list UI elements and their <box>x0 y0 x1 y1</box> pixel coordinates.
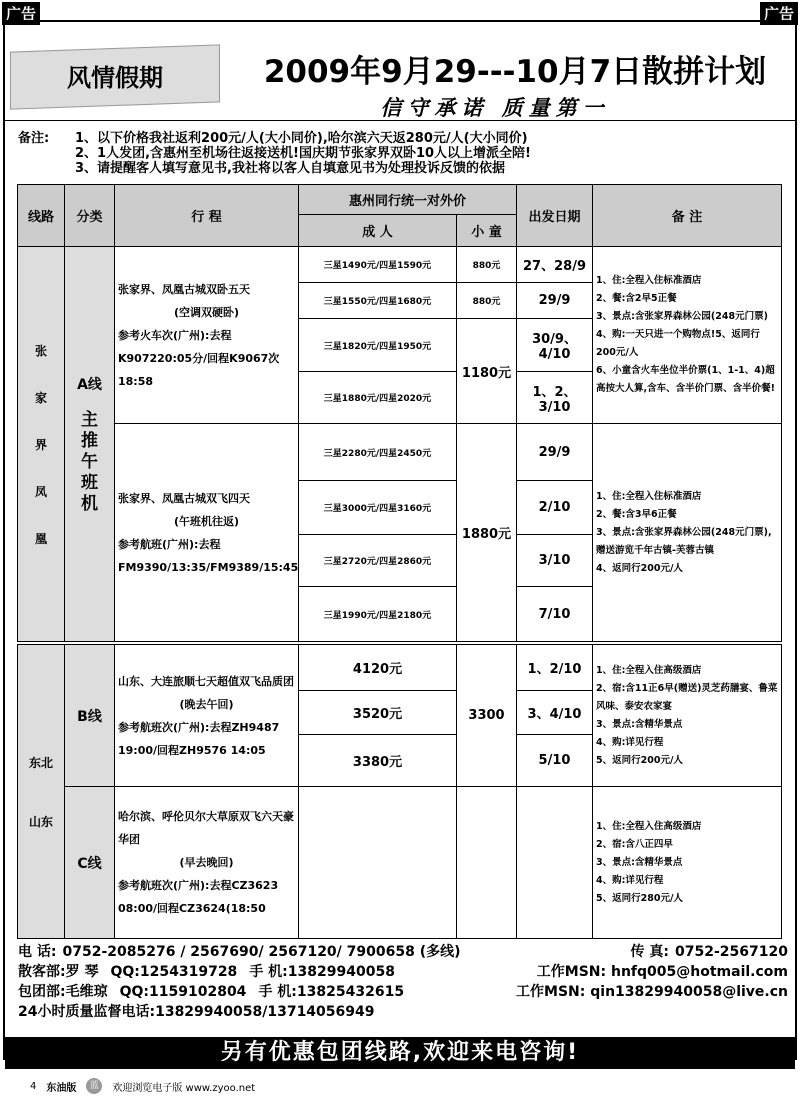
depart-date: 3、4/10 <box>517 691 593 735</box>
depart-date: 5/10 <box>517 735 593 787</box>
price-child: 880元 <box>457 247 517 283</box>
price-adult: 三星2720元/四星2860元 <box>299 535 457 587</box>
price-child-merged: 1180元 <box>457 319 517 424</box>
remark-item: 1、住:全程入住标准酒店 <box>596 275 702 286</box>
route-subtitle: (空调双硬卧) <box>173 305 240 319</box>
route-reference: 参考航班次(广州):去程ZH9487 19:00/回程ZH9576 14:05 <box>118 720 280 757</box>
depart-date: 1、2、3/10 <box>517 372 593 424</box>
route-title: 张家界、凤凰古城双飞四天 <box>118 491 250 505</box>
price-adult: 3520元 <box>299 691 457 735</box>
note-item: 3、请提醒客人填写意见书,我社将以客人自填意见书为处理投诉反馈的依据 <box>75 161 505 176</box>
brand-logo <box>10 44 220 109</box>
remark-item: 5、返同行200元/人 <box>596 754 683 766</box>
price-adult: 4120元 <box>299 645 457 691</box>
notes-block <box>18 131 531 176</box>
remark-item: 3、景点:含张家界森林公园(248元门票) <box>596 311 768 322</box>
line-a-label: A线 <box>77 376 102 393</box>
depart-date: 29/9 <box>517 283 593 319</box>
route-shandong-dalian <box>115 645 299 787</box>
remark-item: 3、景点:含精华景点 <box>596 718 683 730</box>
retail-qq: QQ:1254319728 <box>110 964 238 980</box>
remarks-zjj-flight <box>593 424 782 642</box>
remark-item: 2、餐:含3早6正餐 <box>596 508 677 520</box>
route-subtitle: (早去晚回) <box>179 856 234 869</box>
remark-item: 2、宿:含11正6早(赠送)灵芝药膳宴、鲁菜风味、泰安农家宴 <box>596 682 778 712</box>
remarks-shandong-dalian <box>593 645 782 787</box>
brand-text: 风情假期 <box>67 64 163 92</box>
line-a-sub: 机 <box>81 493 98 514</box>
line-c-label: C线 <box>65 787 115 939</box>
remark-item: 4、购:一天只进一个购物点!5、返同行200元/人 <box>596 329 760 358</box>
price-adult: 3380元 <box>299 735 457 787</box>
header-adult: 成 人 <box>299 215 457 247</box>
price-adult: 三星1550元/四星1680元 <box>299 283 457 319</box>
quality-hotline: 24小时质量监督电话:13829940058/13714056949 <box>18 1004 375 1020</box>
retail-mobile: 手 机:13829940058 <box>249 964 395 980</box>
depart-date: 27、28/9 <box>517 247 593 283</box>
line-a-sub: 午 <box>81 451 98 472</box>
corner-tag-left: 广告 <box>2 2 40 25</box>
note-item: 1、以下价格我社返利200元/人(大小同价),哈尔滨六天返280元/人(大小同价) <box>75 131 528 146</box>
remarks-zjj-train <box>593 247 782 424</box>
header-category: 分类 <box>65 185 115 247</box>
corner-tag-right: 广告 <box>760 2 798 25</box>
header-remarks: 备 注 <box>593 185 782 247</box>
remark-item: 4、购:详见行程 <box>596 736 664 748</box>
remark-item: 3、景点:含精华景点 <box>596 856 683 868</box>
page-number: 4 <box>30 1080 37 1092</box>
price-adult: 三星1490元/四星1590元 <box>299 247 457 283</box>
page-title: 2009年9月29---10月7日散拼计划 <box>263 54 767 90</box>
zjj-table <box>17 184 782 642</box>
website-link[interactable]: 欢迎浏览电子版 www.zyoo.net <box>112 1082 256 1094</box>
region-char: 凰 <box>34 531 47 546</box>
remark-item: 3、景点:含张家界森林公园(248元门票),赠送游览千年古镇-芙蓉古镇 <box>596 526 772 556</box>
region-zhangjiajie <box>18 247 65 642</box>
contact-block <box>18 942 788 1022</box>
retail-contact: 散客部:罗 琴 <box>18 964 99 980</box>
depart-date-empty <box>517 787 593 939</box>
route-zjj-train <box>115 247 299 424</box>
region-label: 山东 <box>28 814 53 829</box>
group-msn: 工作MSN: qin13829940058@live.cn <box>516 984 788 1000</box>
region-char: 张 <box>34 343 47 358</box>
route-reference: 参考航班(广州):去程FM9390/13:35/FM9389/15:45 <box>118 537 299 574</box>
slogan: 信守承诺 质量第一 <box>380 96 610 120</box>
route-reference: 参考火车次(广州):去程K907220:05分/回程K9067次18:58 <box>118 328 280 388</box>
remarks-harbin-hulunbuir <box>593 787 782 939</box>
price-adult-empty <box>299 787 457 939</box>
line-a-cell <box>65 247 115 642</box>
route-subtitle: (晚去午回) <box>179 697 234 711</box>
depart-date: 3/10 <box>517 535 593 587</box>
phone-numbers: 0752-2085276 / 2567690/ 2567120/ 7900658 (多线) <box>62 944 461 960</box>
price-child-merged: 1880元 <box>457 424 517 642</box>
route-harbin-hulunbuir <box>115 787 299 939</box>
db-table <box>17 644 782 939</box>
depart-date: 2/10 <box>517 481 593 535</box>
edition-badge-icon: 蓝 <box>86 1078 102 1094</box>
edition-label: 东油版 <box>46 1082 77 1094</box>
line-b-label: B线 <box>65 645 115 787</box>
region-char: 家 <box>34 390 47 405</box>
promo-banner: 另有优惠包团线路,欢迎来电咨询! <box>5 1037 795 1069</box>
line-a-sub: 推 <box>81 430 98 451</box>
depart-date: 30/9、4/10 <box>517 319 593 372</box>
divider <box>5 120 795 121</box>
remark-item: 1、住:全程入住标准酒店 <box>596 490 702 502</box>
route-title: 哈尔滨、呼伦贝尔大草原双飞六天豪华团 <box>118 810 294 846</box>
header-date: 出发日期 <box>517 185 593 247</box>
notes-label: 备注: <box>18 131 50 146</box>
price-adult: 三星1820元/四星1950元 <box>299 319 457 372</box>
remark-item: 2、餐:含2早5正餐 <box>596 293 677 304</box>
price-adult: 三星3000元/四星3160元 <box>299 481 457 535</box>
depart-date: 1、2/10 <box>517 645 593 691</box>
group-contact: 包团部:毛维琼 <box>18 984 108 1000</box>
depart-date: 7/10 <box>517 587 593 642</box>
remark-item: 1、住:全程入住高级酒店 <box>596 664 702 676</box>
remark-item: 4、返同行200元/人 <box>596 562 683 574</box>
region-dongbei-shandong <box>18 645 65 939</box>
page-footer <box>30 1078 255 1094</box>
fax-label: 传 真: <box>630 944 670 960</box>
region-char: 凤 <box>34 484 47 499</box>
group-mobile: 手 机:13825432615 <box>258 984 405 1000</box>
price-child-merged: 3300 <box>457 645 517 787</box>
line-a-sub: 班 <box>81 472 98 493</box>
price-adult: 三星1880元/四星2020元 <box>299 372 457 424</box>
region-char: 界 <box>34 437 47 452</box>
group-qq: QQ:1159102804 <box>119 984 247 1000</box>
retail-msn: 工作MSN: hnfq005@hotmail.com <box>536 964 788 980</box>
route-title: 山东、大连旅顺七天超值双飞品质团 <box>118 674 294 688</box>
price-child-empty <box>457 787 517 939</box>
remark-item: 5、返同行280元/人 <box>596 892 683 904</box>
remark-item: 4、购:详见行程 <box>596 874 664 886</box>
price-adult: 三星1990元/四星2180元 <box>299 587 457 642</box>
header-line: 线路 <box>18 185 65 247</box>
remark-item: 6、小童含火车坐位半价票(1、1-1、4)超高按大人算,含车、含半价门票、含半价餐! <box>596 365 775 394</box>
remark-item: 2、宿:含八正四早 <box>596 838 673 850</box>
region-label: 东北 <box>28 755 53 770</box>
header-price-group: 惠州同行统一对外价 <box>299 185 517 215</box>
price-adult: 三星2280元/四星2450元 <box>299 424 457 481</box>
route-title: 张家界、凤凰古城双卧五天 <box>118 282 250 296</box>
note-item: 2、1人发团,含惠州至机场往返接送机!国庆期节张家界双卧10人以上增派全陪! <box>75 146 531 161</box>
header-child: 小 童 <box>457 215 517 247</box>
remark-item: 1、住:全程入住高级酒店 <box>596 820 702 832</box>
depart-date: 29/9 <box>517 424 593 481</box>
price-child: 880元 <box>457 283 517 319</box>
line-a-sub: 主 <box>81 409 98 430</box>
header-itinerary: 行 程 <box>115 185 299 247</box>
phone-label: 电 话: <box>18 944 57 960</box>
fax-number: 0752-2567120 <box>675 944 788 960</box>
route-zjj-flight <box>115 424 299 642</box>
route-subtitle: (午班机往返) <box>173 514 240 528</box>
route-reference: 参考航班次(广州):去程CZ3623 08:00/回程CZ3624(18:50 <box>118 879 279 915</box>
